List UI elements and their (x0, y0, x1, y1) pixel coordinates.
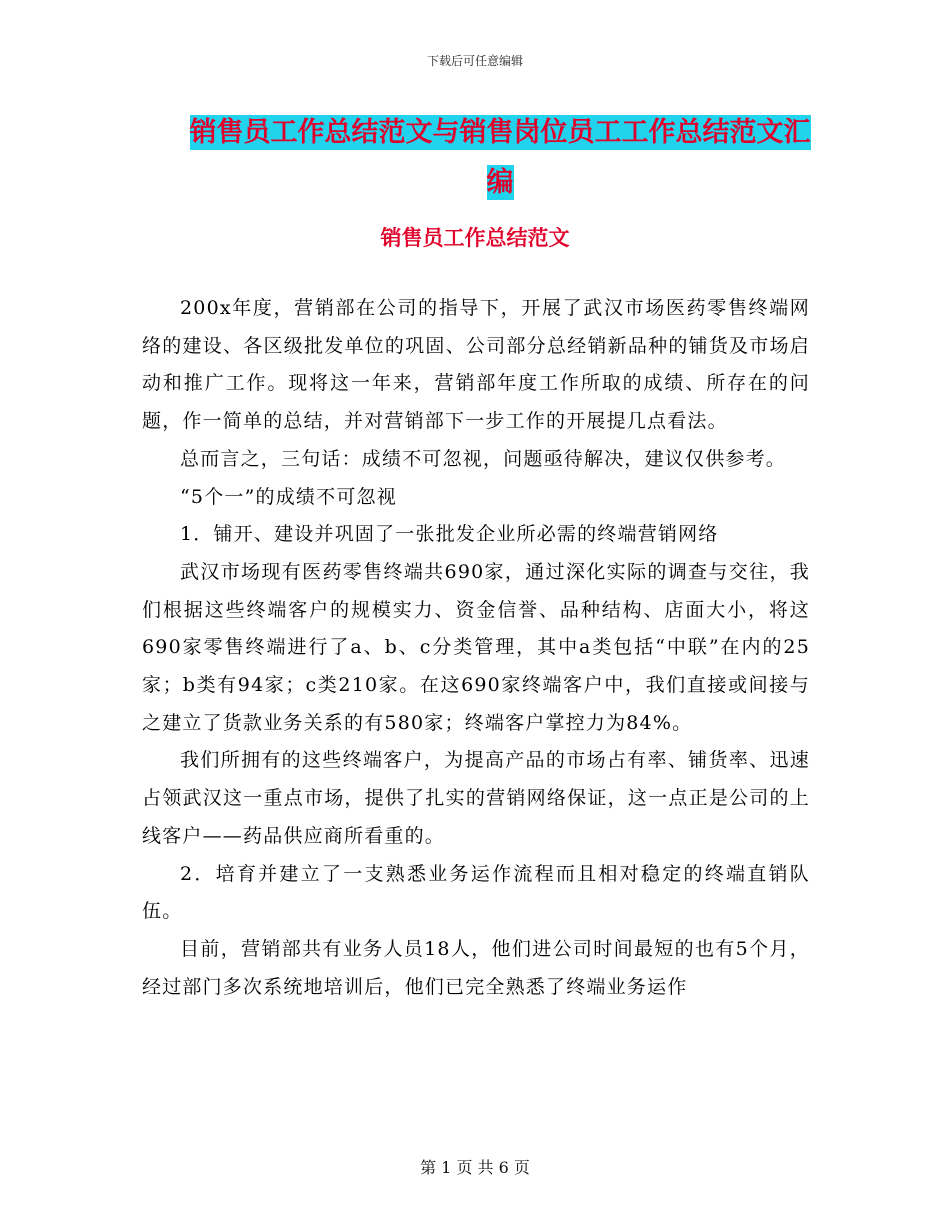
paragraph: 总而言之，三句话：成绩不可忽视，问题亟待解决，建议仅供参考。 (180, 447, 787, 470)
paragraph: 1．铺开、建设并巩固了一张批发企业所必需的终端营销网络 (180, 523, 719, 546)
document-title (150, 108, 850, 208)
section-subtitle: 销售员工作总结范文 (380, 226, 570, 250)
title-line-1: 销售员工作总结范文与销售岗位员工工作总结范文汇 (189, 117, 811, 148)
paragraph: “5个一”的成绩不可忽视 (180, 485, 397, 508)
title-line-2: 编 (486, 167, 514, 198)
header-note: 下载后可任意编辑 (426, 54, 523, 68)
paragraph: 武汉市场现有医药零售终端共690家，通过深化实际的调查与交往，我们根据这些终端客户的规模实力、资金信誉、品种结构、店面大小，将这690家零售终端进行了a、b、c分类管理，其中a类包括“中联”在内的25家；b类有94家；c类210家。在这690家终端客户中，我们直接或间接与之建立了货款业务关系的有580家；终端客户掌控力为84%。 (142, 560, 810, 734)
page-number: 第 1 页 共 6 页 (420, 1158, 530, 1177)
body-text (142, 290, 810, 1006)
paragraph: 200x年度，营销部在公司的指导下，开展了武汉市场医药零售终端网络的建设、各区级批发单位的巩固、公司部分总经销新品种的铺货及市场启动和推广工作。现将这一年来，营销部年度工作所取的成绩、所存在的问题，作一简单的总结，并对营销部下一步工作的开展提几点看法。 (142, 297, 810, 433)
paragraph: 目前，营销部共有业务人员18人，他们进公司时间最短的也有5个月，经过部门多次系统地培训后，他们已完全熟悉了终端业务运作 (142, 937, 810, 998)
paragraph: 2．培育并建立了一支熟悉业务运作流程而且相对稳定的终端直销队伍。 (142, 862, 810, 923)
paragraph: 我们所拥有的这些终端客户，为提高产品的市场占有率、铺货率、迅速占领武汉这一重点市场，提供了扎实的营销网络保证，这一点正是公司的上线客户——药品供应商所看重的。 (142, 749, 810, 847)
